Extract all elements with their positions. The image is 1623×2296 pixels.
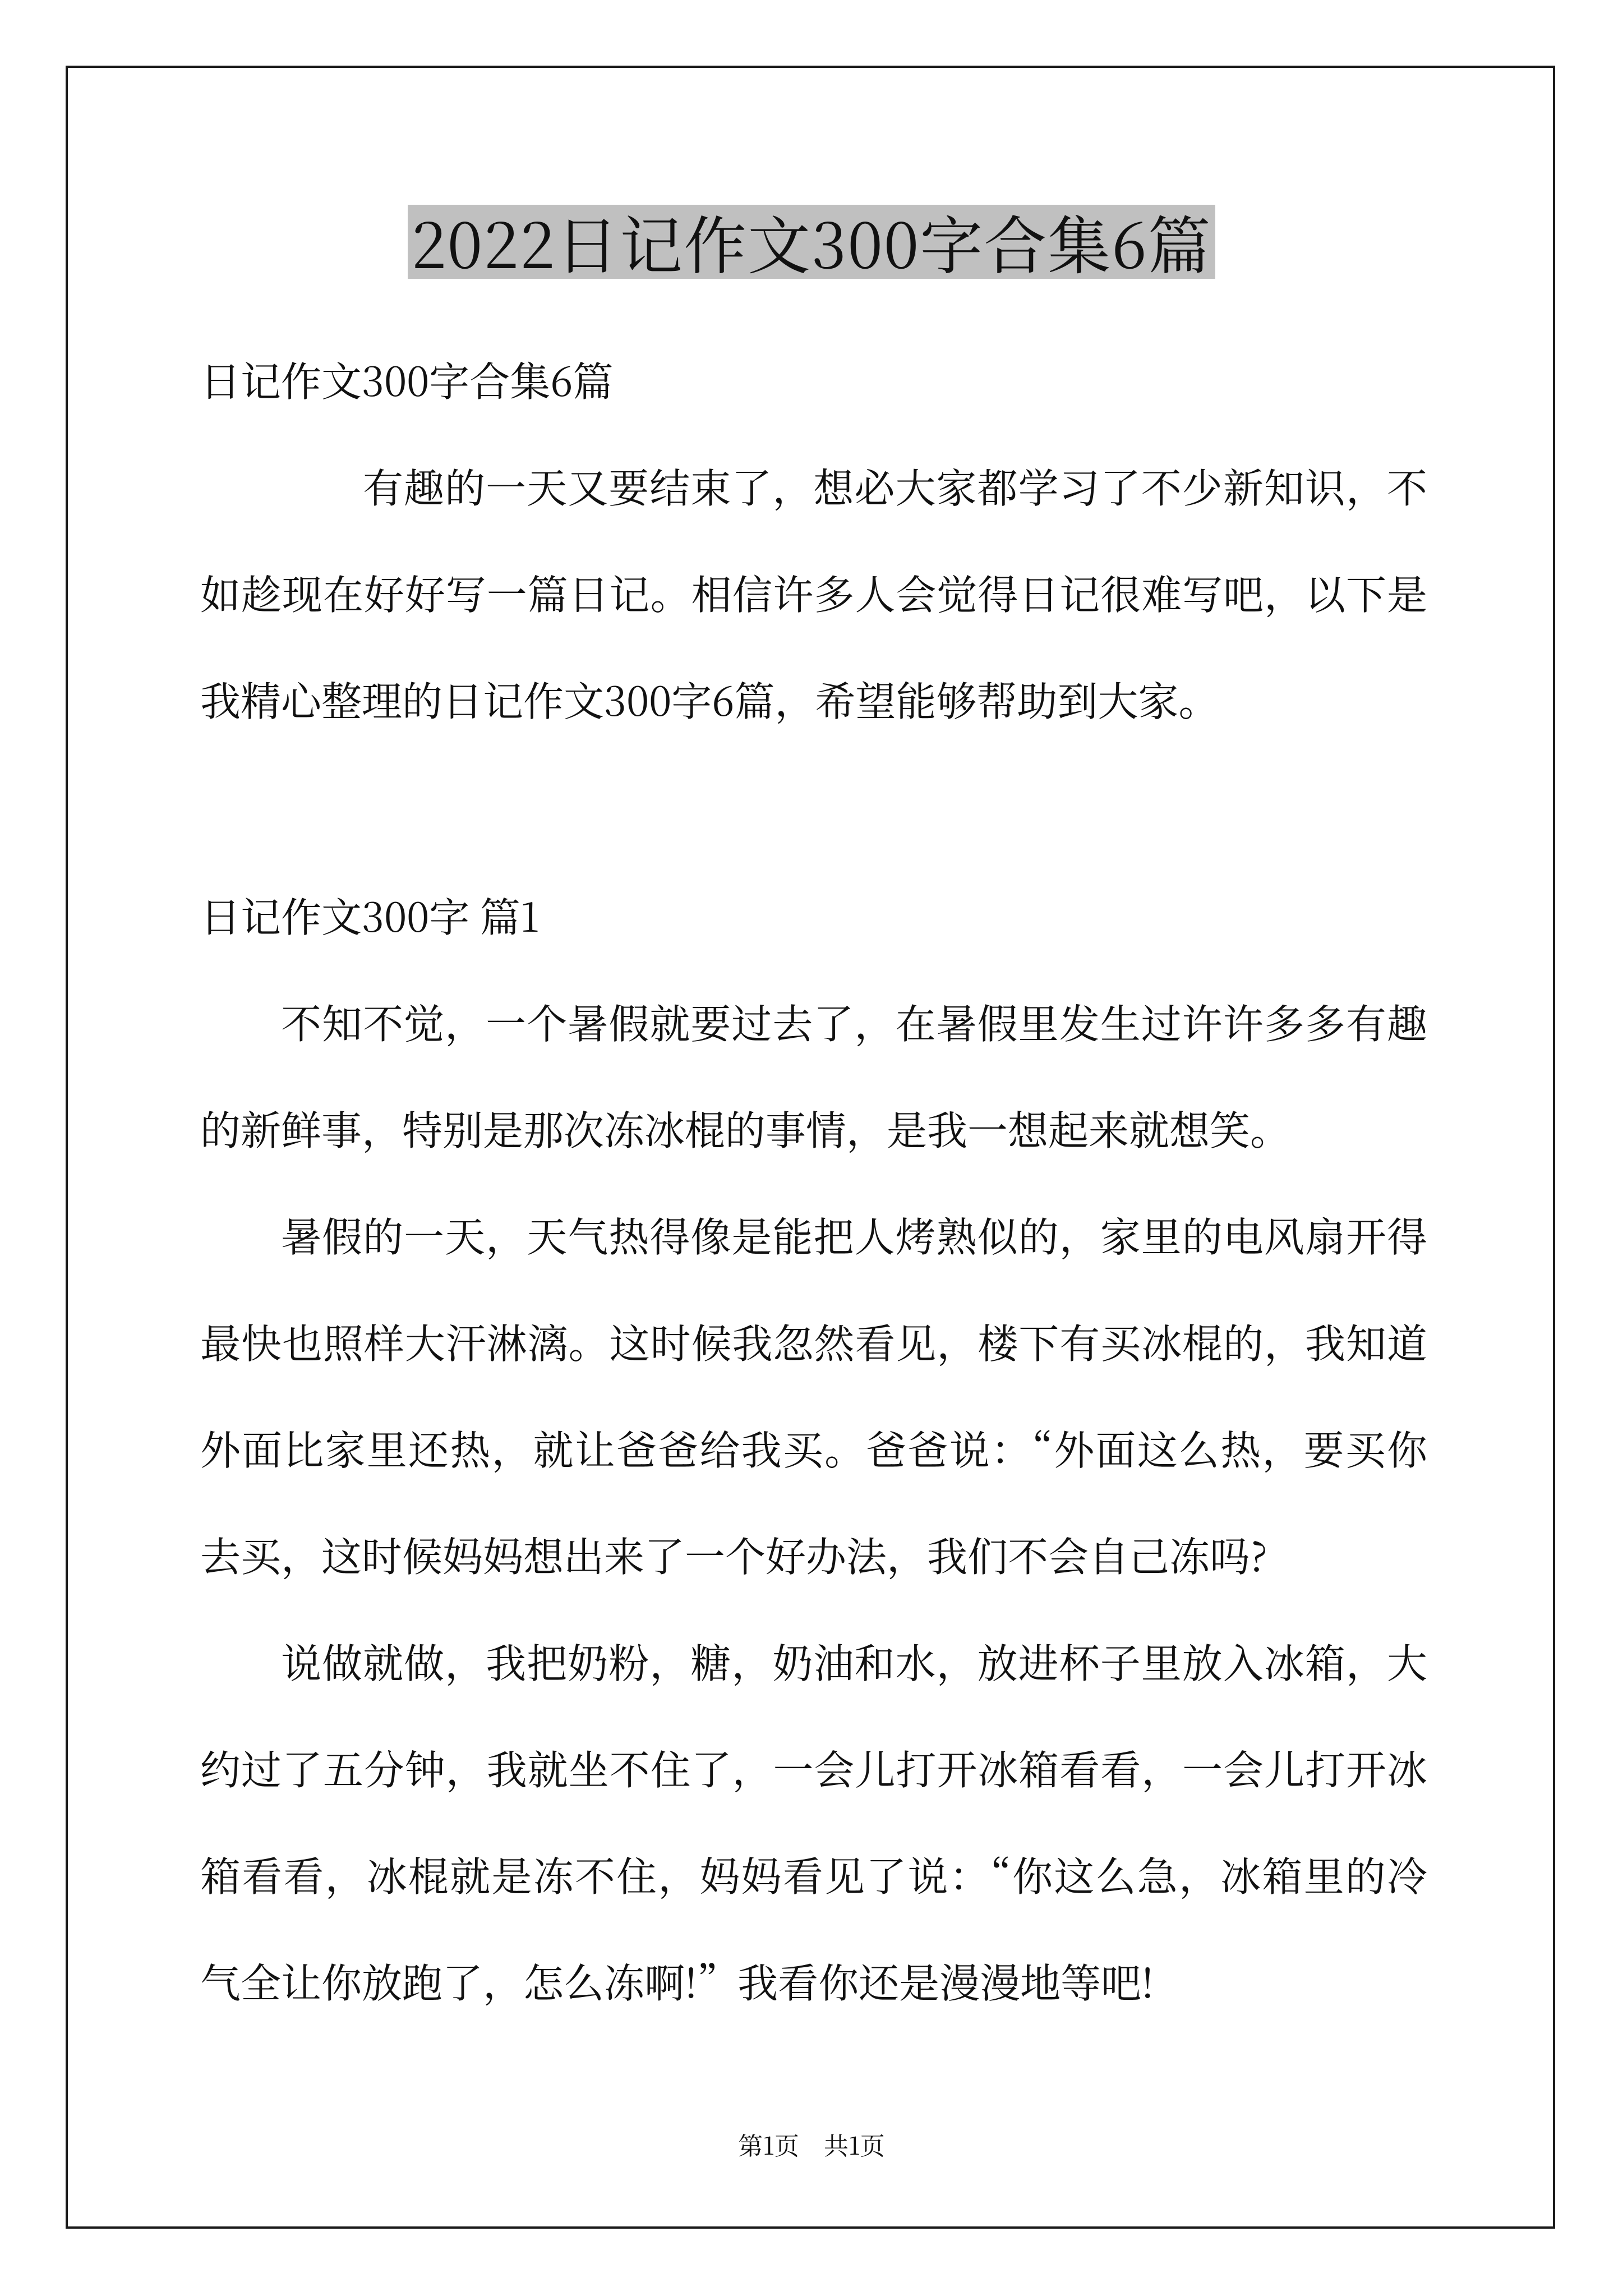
document-subtitle: 日记作文300字合集6篇 bbox=[200, 349, 614, 408]
body-paragraph-2: 暑假的一天，天气热得像是能把人烤熟似的，家里的电风扇开得最快也照样大汗淋漓。这时候我忽然看见，楼下有买冰棍的，我知道外面比家里还热，就让爸爸给我买。爸爸说：“外面这么热，要买你去买，这时候妈妈想出来了一个好办法，我们不会自己冻吗? bbox=[200, 1205, 1427, 1583]
document-title: 2022日记作文300字合集6篇 bbox=[408, 205, 1215, 279]
body-paragraph-1: 不知不觉，一个暑假就要过去了，在暑假里发生过许许多多有趣的新鲜事，特别是那次冻冰棍的事情，是我一想起来就想笑。 bbox=[200, 992, 1427, 1157]
page-footer: 第1页 共1页 bbox=[738, 2126, 885, 2162]
section-heading: 日记作文300字 篇1 bbox=[200, 885, 540, 944]
body-paragraph-3: 说做就做，我把奶粉，糖，奶油和水，放进杯子里放入冰箱，大约过了五分钟，我就坐不住了，一会儿打开冰箱看看，一会儿打开冰箱看看，冰棍就是冻不住，妈妈看见了说：“你这么急，冰箱里的冷气全让你放跑了，怎么冻啊!”我看你还是漫漫地等吧! bbox=[200, 1631, 1427, 2009]
title-container bbox=[0, 196, 1623, 287]
intro-paragraph: 有趣的一天又要结束了，想必大家都学习了不少新知识，不如趁现在好好写一篇日记。相信许多人会觉得日记很难写吧，以下是我精心整理的日记作文300字6篇，希望能够帮助到大家。 bbox=[200, 456, 1427, 728]
